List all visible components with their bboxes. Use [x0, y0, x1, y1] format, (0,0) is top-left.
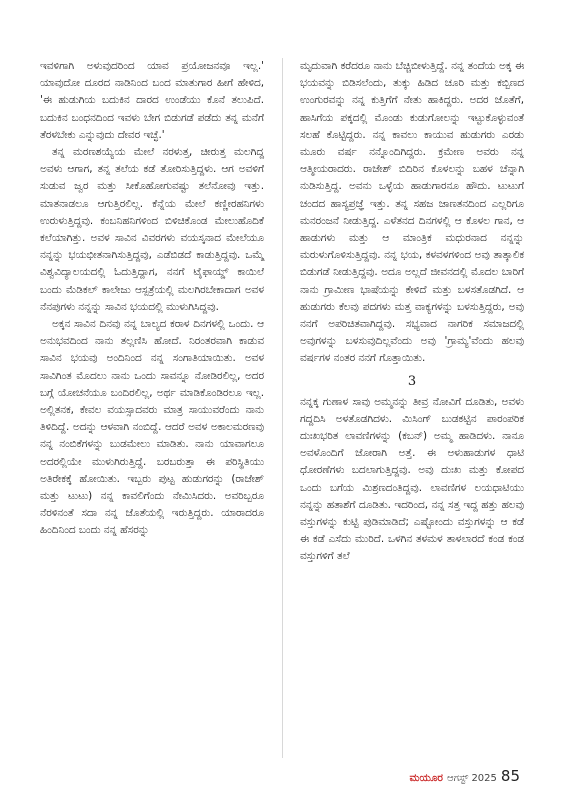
- page-number: 85: [500, 767, 520, 785]
- right-column: [300, 58, 524, 566]
- issue-date: ಆಗಸ್ಟ್ 2025: [446, 773, 497, 784]
- magazine-brand: ಮಯೂರ: [409, 772, 443, 784]
- body-paragraph: ನನ್ನಕ್ಕ ಗುಣಾಳ ಸಾವು ಅಮ್ಮನನ್ನು ತೀವ್ರ ನೋವಿಗೆ ದೂಡಿತು, ಅವಳು ಗದ್ದದಿಸಿ ಅಳತೊಡಗಿದಳು. ಮಿಸಿಂಗ್ ಬುಡಕಟ್ಟಿನ ಪಾರಂಪರಿಕ ದುಃಖಭರಿತ ಲಾವಣಿಗಳನ್ನು (ಕಬನ್) ಅಮ್ಮ ಹಾಡಿದಳು. ನಾನೂ ಅವಳೊಂದಿಗೆ ಜೋರಾಗಿ ಅತ್ತೆ. ಈ ಅಳುಹಾಡುಗಳ ಧಾಟಿ ಧೋರಣೆಗಳು ಬದಲಾಗುತ್ತಿದ್ದವು. ಅವು ದುಃಖ ಮತ್ತು ಕೋಪದ ಒಂದು ಬಗೆಯ ಮಿಶ್ರಣದಂತಿದ್ದವು. ಲಾವಣಿಗಳ ಲಯಧಾಟಿಯು ನನ್ನನ್ನು ಹತಾಶೆಗೆ ದೂಡಿತು. ಇದರಿಂದ, ನನ್ನ ಸತ್ತ ಇದ್ದ ಹತ್ತು ಹಲವು ವಸ್ತುಗಳನ್ನು ಕುಟ್ಟಿ ಪುಡಿಮಾಡಿದೆ; ಎಷ್ಟೋಂದು ವಸ್ತುಗಳನ್ನು ಆ ಕಡೆ ಈ ಕಡೆ ಎಸೆದು ಮುರಿದೆ. ಒಳಗಿನ ತಳಮಳ ತಾಳಲಾರದೆ ಕಂಡ ಕಂಡ ವಸ್ತುಗಳಿಗೆ ತಲೆ: [300, 395, 524, 563]
- left-column: [40, 58, 264, 540]
- body-paragraph: ತನ್ನ ಮರಣಶಯ್ಯೆಯ ಮೇಲೆ ನರಳುತ್ತ, ಚೀರುತ್ತ ಮಲಗಿದ್ದ ಅವಳು ಆಗಾಗ, ತನ್ನ ತಲೆಯ ಕಡೆ ತೋರಿಸುತ್ತಿದ್ದಳು. ಆಗ ಅವಳಿಗೆ ಸುಡುವ ಜ್ವರ ಮತ್ತು ಸೀಕೊಹೋಗುವಷ್ಟು ತಲೆನೋವು ಇತ್ತು. ಮಾತನಾಡಲೂ ಆಗುತ್ತಿರಲಿಲ್ಲ. ಕೆನ್ನೆಯ ಮೇಲೆ ಕಣ್ಣೀರಹನಿಗಳು ಉರುಳುತ್ತಿದ್ದವು. ಕಂಬನಿಹನಿಗಳಿಂದ ಬಿಳಿಚಿಕೊಂಡ ಮೇಲುಹೊದಿಕೆ ಕಲೆಯಾಗಿತ್ತು. ಅವಳ ಸಾವಿನ ವಿವರಗಳು ವಯಸ್ಕನಾದ ಮೇಲೆಯೂ ನನ್ನನ್ನು ಭಯಭೀತನಾಗಿಸುತ್ತಿದ್ದವು, ಎಡೆಬಿಡದೆ ಕಾಡುತ್ತಿದ್ದವು. ಒಮ್ಮೆ ವಿಶ್ವವಿದ್ಯಾಲಯದಲ್ಲಿ ಓದುತ್ತಿದ್ದಾಗ, ನನಗೆ ಟೈಫಾಯ್ಡ್ ಕಾಯಿಲೆ ಬಂದು ಮೆಡಿಕಲ್ ಕಾಲೇಜು ಆಸ್ಪತ್ರೆಯಲ್ಲಿ ಮಲಗಿರಬೇಕಾದಾಗ ಅವಳ ನೆನಪುಗಳು ನನ್ನನ್ನು ಸಾವಿನ ಭಯದಲ್ಲಿ ಮುಳುಗಿಸಿದ್ದವು.: [40, 146, 264, 313]
- body-paragraph: ಇವಳಿಗಾಗಿ ಅಳುವುದರಿಂದ ಯಾವ ಪ್ರಯೋಜನವೂ ಇಲ್ಲ.' ಯಾವುದೋ ದೂರದ ನಾಡಿನಿಂದ ಬಂದ ಮಾತುಗಾರ ಹೀಗೆ ಹೇಳಿದ, 'ಈ ಹುಡುಗಿಯ ಬದುಕಿನ ದಾರದ ಉಂಡೆಯು ಕೊನೆ ತಲುಪಿದೆ. ಬದುಕಿನ ಬಂಧನದಿಂದ ಇವಳು ಬೇಗ ಬಿಡುಗಡೆ ಪಡೆದು ತನ್ನ ಮನೆಗೆ ತೆರಳಬೇಕು ಎನ್ನುವುದು ದೇವರ ಇಚ್ಛೆ.': [40, 60, 264, 141]
- column-divider: [282, 58, 283, 758]
- body-paragraph: ಅಕ್ಕನ ಸಾವಿನ ದಿನವು ನನ್ನ ಬಾಲ್ಯದ ಕರಾಳ ದಿನಗಳಲ್ಲಿ ಒಂದು. ಆ ಅನುಭವದಿಂದ ನಾನು ತಲ್ಲಣಿಸಿ ಹೋದೆ. ನಿರಂತರವಾಗಿ ಕಾಡುವ ಸಾವಿನ ಭಯವು ಅಂದಿನಿಂದ ನನ್ನ ಸಂಗಾತಿಯಾಯಿತು. ಅವಳ ಸಾವಿಗಿಂತ ಮೊದಲು ನಾನು ಒಂದು ಸಾವನ್ನೂ ನೋಡಿರಲಿಲ್ಲ, ಅದರ ಬಗ್ಗೆ ಯೋಚನೆಯೂ ಬಂದಿರಲಿಲ್ಲ, ಅರ್ಥ ಮಾಡಿಕೊಂಡಿರಲೂ ಇಲ್ಲ. ಅಲ್ಲಿತನಕ, ಕೇವಲ ವಯಸ್ಸಾದವರು ಮಾತ್ರ ಸಾಯುವರೆಂದು ನಾನು ತಿಳಿದಿದ್ದೆ. ಅದನ್ನು ಆಳವಾಗಿ ನಂಬಿದ್ದೆ. ಆದರೆ ಅವಳ ಅಕಾಲಮರಣವು ನನ್ನ ನಂಬಿಕೆಗಳನ್ನು ಬುಡಮೇಲು ಮಾಡಿತು. ನಾನು ಯಾವಾಗಲೂ ಅದರಲ್ಲಿಯೇ ಮುಳುಗಿರುತ್ತಿದ್ದೆ. ಬರಬರುತ್ತಾ ಈ ಪರಿಸ್ಥಿತಿಯು ಅತಿರೇಕಕ್ಕೆ ಹೋಯಿತು. ಇಬ್ಬರು ಪುಟ್ಟ ಹುಡುಗರನ್ನು (ರಾಜೇಶ್ ಮತ್ತು ಟುಟು) ನನ್ನ ಕಾವಲಿಗೆಂದು ನೇಮಿಸಿದರು. ಅವರಿಬ್ಬರೂ ನೆರಳಿನಂತೆ ಸದಾ ನನ್ನ ಜೊತೆಯಲ್ಲಿ ಇರುತ್ತಿದ್ದರು. ಯಾರಾದರೂ ಹಿಂದಿನಿಂದ ಬಂದು ನನ್ನ ಹೆಸರನ್ನು: [40, 318, 264, 537]
- section-number: 3: [407, 373, 417, 389]
- body-paragraph: ಮೃದುವಾಗಿ ಕರೆದರೂ ನಾನು ಬೆಚ್ಚಿಬೀಳುತ್ತಿದ್ದೆ. ನನ್ನ ತಂದೆಯ ಅಕ್ಕ ಈ ಭಯವನ್ನು ಬಿಡಿಸಲೆಂದು, ತುಕ್ಕು ಹಿಡಿದ ಚೂರಿ ಮತ್ತು ಕಬ್ಬಿಣದ ಉಂಗುರವನ್ನು ನನ್ನ ಕುತ್ತಿಗೆಗೆ ನೇತು ಹಾಕಿದ್ದರು. ಅದರ ಜೊತೆಗೆ, ಹಾಸಿಗೆಯ ಪಕ್ಕದಲ್ಲಿ ಮೊಂಡು ಕುಡುಗೋಲನ್ನು ಇಟ್ಟುಕೊಳ್ಳುವಂತೆ ಸಲಹೆ ಕೊಟ್ಟಿದ್ದರು. ನನ್ನ ಕಾವಲು ಕಾಯುವ ಹುಡುಗರು ಎರಡು ಮೂರು ವರ್ಷ ನನ್ನೊಂದಿಗಿದ್ದರು. ಕ್ರಮೇಣ ಅವರು ನನ್ನ ಆತ್ಮೀಯರಾದರು. ರಾಜೇಶ್ ಬಿದಿರಿನ ಕೊಳಲನ್ನು ಬಹಳ ಚೆನ್ನಾಗಿ ನುಡಿಸುತ್ತಿದ್ದ. ಅವನು ಒಳ್ಳೆಯ ಹಾಡುಗಾರನೂ ಹೌದು. ಟುಟುಗೆ ಚಂದದ ಹಾಸ್ಯಪ್ರಜ್ಞೆ ಇತ್ತು. ತನ್ನ ಸಹಜ ಜಾಣತನದಿಂದ ಎಲ್ಲರಿಗೂ ಮನರಂಜನೆ ನೀಡುತ್ತಿದ್ದ. ಎಳೆತನದ ದಿನಗಳಲ್ಲಿ ಆ ಕೊಳಲ ಗಾನ, ಆ ಹಾಡುಗಳು ಮತ್ತು ಆ ಮಾಂತ್ರಿಕ ಮಧುರನಾದ ನನ್ನನ್ನು ಮರುಳುಗೊಳಿಸುತ್ತಿದ್ದವು. ನನ್ನ ಭಯ, ಕಳವಳಗಳಿಂದ ಅವು ತಾತ್ಕಾಲಿಕ ಬಿಡುಗಡೆ ನೀಡುತ್ತಿದ್ದವು. ಅದೂ ಅಲ್ಲದೆ ಜೀವನದಲ್ಲಿ ಮೊದಲ ಬಾರಿಗೆ ನಾನು ಗ್ರಾಮೀಣ ಭಾಷೆಯನ್ನು ಕೇಳಿದೆ ಮತ್ತು ಬಳಸತೊಡಗಿದೆ. ಆ ಹುಡುಗರು ಕೆಲವು ಪದಗಳು ಮತ್ತ ವಾಕ್ಯಗಳನ್ನು ಬಳಸುತ್ತಿದ್ದರು, ಅವು ನನಗೆ ಅಪರಿಚಿತವಾಗಿದ್ದವು. ಸಭ್ಯವಾದ ನಾಗರಿಕ ಸಮಾಜದಲ್ಲಿ ಅವುಗಳನ್ನು ಬಳಸುವುದಿಲ್ಲವೆಂದು ಅವು 'ಗ್ರಾಮ್ಯ'ವೆಂದು ಹಲವು ವರ್ಷಗಳ ನಂತರ ನನಗೆ ಗೊತ್ತಾಯಿತು.: [300, 60, 524, 365]
- page-footer: [410, 767, 521, 785]
